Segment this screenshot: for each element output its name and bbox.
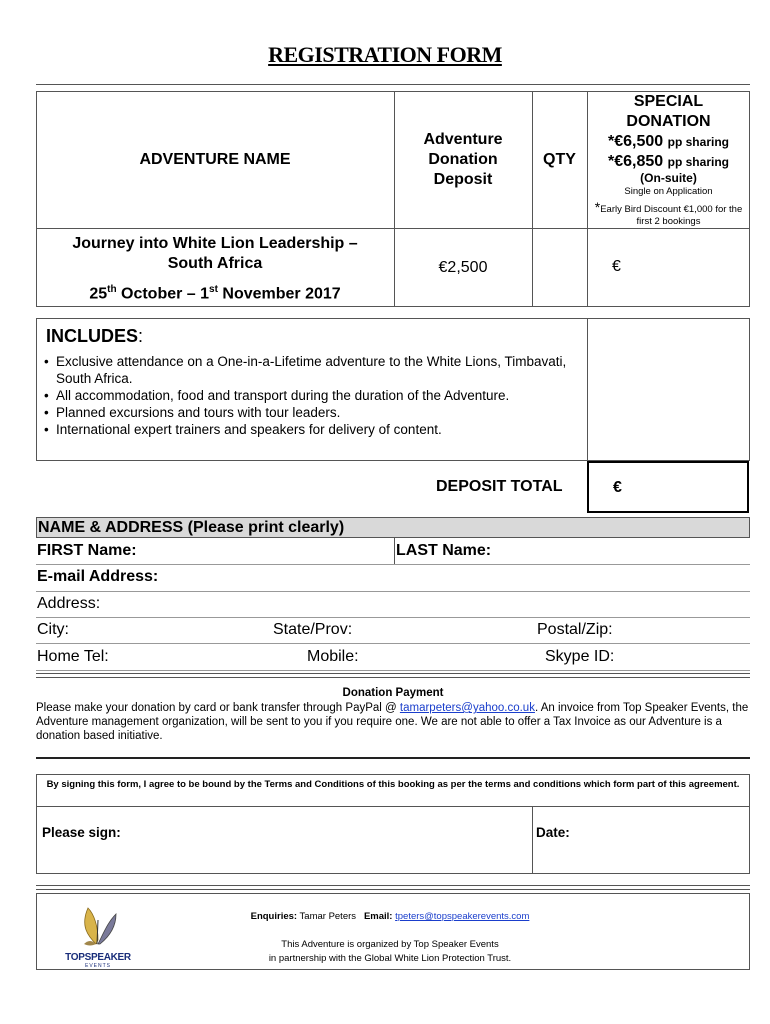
first-name-field[interactable]	[160, 540, 388, 562]
footer-organizer	[150, 938, 630, 966]
state-field[interactable]	[365, 620, 530, 642]
deposit-total-value: €	[613, 479, 622, 496]
date-label: Date:	[536, 825, 570, 840]
donation-heading: Donation Payment	[342, 687, 444, 699]
date-field[interactable]	[580, 812, 745, 868]
list-item: • International expert trainers and speakers for delivery of content.	[44, 421, 584, 438]
email-label: E-mail Address:	[37, 568, 159, 585]
special-line1: SPECIAL	[633, 93, 704, 110]
email-field[interactable]	[180, 567, 746, 589]
onsuite-label: (On-suite)	[640, 171, 697, 185]
address-field[interactable]	[115, 594, 746, 616]
adventure-dates: 25th October – 1st November 2017	[89, 284, 341, 303]
address-header: NAME & ADDRESS (Please print clearly)	[38, 519, 345, 536]
footer-email-link[interactable]: tpeters@topspeakerevents.com	[395, 911, 530, 922]
mobile-field[interactable]	[370, 647, 535, 669]
special-line2: DONATION	[626, 113, 711, 130]
deposit-amount: €2,500	[438, 258, 488, 276]
form-title: REGISTRATION FORM	[268, 42, 502, 67]
home-tel-label: Home Tel:	[37, 648, 109, 665]
skype-field[interactable]	[630, 647, 746, 669]
home-tel-field[interactable]	[125, 647, 300, 669]
header-adventure-name: ADVENTURE NAME	[139, 150, 291, 168]
price-onsuite: *€6,850 pp sharing	[608, 153, 729, 170]
state-label: State/Prov:	[273, 621, 353, 638]
terms-text: By signing this form, I agree to be bound by the Terms and Conditions of this booking as per the terms and conditions which form part of this agreement.	[46, 779, 740, 790]
title-divider	[36, 84, 750, 85]
skype-label: Skype ID:	[545, 648, 615, 665]
list-item: • Planned excursions and tours with tour leaders.	[44, 404, 584, 421]
last-name-field[interactable]	[510, 540, 746, 562]
deposit-total-field[interactable]	[587, 461, 749, 513]
deposit-total-label: DEPOSIT TOTAL	[436, 478, 563, 495]
topspeaker-logo	[58, 900, 138, 969]
last-name-label: LAST Name:	[396, 542, 492, 559]
adventure-title-line2: South Africa	[167, 255, 263, 272]
footer-line2: in partnership with the Global White Lion Protection Trust.	[268, 953, 512, 964]
price-sharing: *€6,500 pp sharing	[608, 133, 729, 150]
butterfly-icon	[58, 900, 138, 948]
includes-list	[44, 353, 584, 438]
single-label: Single on Application	[624, 186, 713, 197]
header-deposit-line1: Adventure	[423, 130, 503, 148]
city-field[interactable]	[80, 620, 265, 642]
paypal-email-link[interactable]: tamarpeters@yahoo.co.uk	[399, 702, 535, 714]
list-item: • Exclusive attendance on a One-in-a-Lifetime adventure to the White Lions, Timbavati, South Africa.	[44, 353, 584, 387]
footer-enquiries: Enquiries: Tamar Peters Email: tpeters@topspeakerevents.com	[250, 911, 530, 922]
qty-field[interactable]	[532, 228, 587, 307]
header-deposit	[394, 91, 532, 228]
signature-field[interactable]	[140, 812, 525, 868]
footer-line1: This Adventure is organized by Top Speaker Events	[281, 939, 499, 950]
postal-field[interactable]	[625, 620, 745, 642]
special-amount-field[interactable]: €	[612, 258, 621, 275]
first-name-label: FIRST Name:	[37, 542, 137, 559]
mobile-label: Mobile:	[307, 648, 359, 665]
adventure-title-line1: Journey into White Lion Leadership –	[72, 235, 358, 252]
early-bird-note: *Early Bird Discount €1,000 for the first 2 bookings	[594, 199, 743, 227]
logo-subtext: EVENTS	[84, 963, 111, 969]
includes-heading: INCLUDES:	[46, 326, 144, 346]
postal-label: Postal/Zip:	[537, 621, 613, 638]
header-deposit-line3: Deposit	[433, 170, 493, 188]
city-label: City:	[37, 621, 69, 638]
donation-text: Please make your donation by card or bank transfer through PayPal @ tamarpeters@yahoo.co.uk. An invoice from Top Speaker Events, the Adventure management organization, will be sent to you if you require one. We are not able to offer a Tax Invoice as our Adventure is a donation based initiative.	[36, 702, 749, 742]
list-item: • All accommodation, food and transport during the duration of the Adventure.	[44, 387, 584, 404]
address-label: Address:	[37, 595, 101, 612]
adventure-title	[36, 234, 394, 304]
header-special-donation	[587, 92, 750, 228]
header-qty: QTY	[543, 150, 576, 168]
logo-text: TOPSPEAKER	[65, 952, 131, 963]
header-deposit-line2: Donation	[428, 150, 498, 168]
sign-label: Please sign:	[42, 825, 121, 840]
